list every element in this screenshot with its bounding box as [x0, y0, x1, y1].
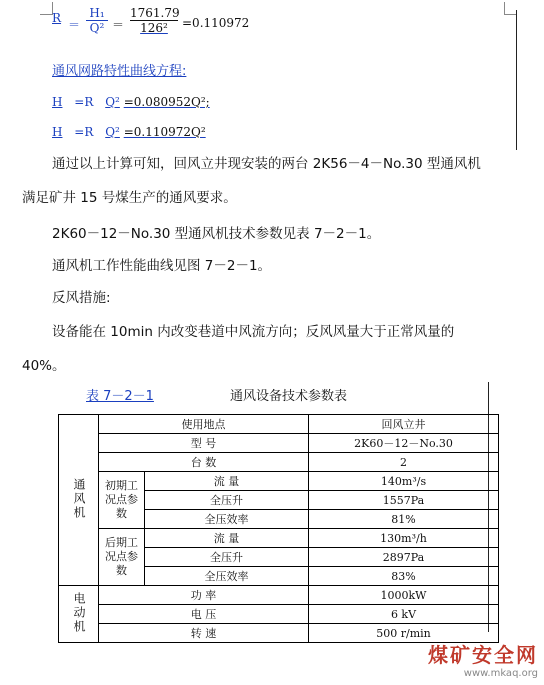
curve-eq1-h: H: [52, 95, 63, 109]
table-row: [59, 605, 499, 624]
row-label: 流 量: [145, 472, 309, 491]
group-initial-label: 初期工况点参数: [105, 479, 138, 520]
group-later-cell: [99, 529, 145, 586]
formula-r-num: H₁: [86, 6, 108, 21]
table-caption-title: 通风设备技术参数表: [230, 389, 348, 404]
formula-r-den2: 126²: [140, 21, 168, 35]
text-cursor-bar: [516, 10, 517, 150]
row-value: 1557Pa: [309, 491, 499, 510]
row-label: 功 率: [99, 586, 309, 605]
row-value: 2897Pa: [309, 548, 499, 567]
row-label: 全压效率: [145, 510, 309, 529]
group-fan-cell: [59, 415, 99, 586]
curve-eq2-q: Q²: [105, 125, 120, 139]
curve-eq2-h: H: [52, 125, 63, 139]
watermark-logo: [428, 639, 538, 679]
row-value: 130m³/h: [309, 529, 499, 548]
group-later-label: 后期工况点参数: [105, 536, 138, 577]
row-label: 电 压: [99, 605, 309, 624]
formula-r-fraction1: [86, 6, 108, 35]
para5-line1: 设备能在 10min 内改变巷道中风流方向；反风风量大于正常风量的: [52, 324, 455, 340]
watermark-url: www.mkaq.org: [463, 668, 538, 679]
row-value: 500 r/min: [309, 624, 499, 643]
formula-r-den: Q²: [89, 21, 105, 35]
table-row: [59, 453, 499, 472]
tech-params-table: [58, 414, 499, 643]
row-value: 83%: [309, 567, 499, 586]
formula-r-lhs: R: [52, 11, 62, 25]
para5-line2: 40%。: [22, 358, 66, 374]
formula-r-eq2: ＝: [112, 18, 125, 32]
row-value: 1000kW: [309, 586, 499, 605]
table-row: [59, 529, 499, 548]
row-label: 全压升: [145, 548, 309, 567]
watermark-title: 煤矿安全网: [428, 643, 538, 667]
group-motor-label: 电动机: [72, 591, 86, 634]
row-value: 2K60－12－No.30: [309, 434, 499, 453]
curve-eq1: [52, 95, 210, 109]
para1-line1: 通过以上计算可知，回风立井现安装的两台 2K56－4－No.30 型通风机: [52, 156, 481, 172]
row-label: 流 量: [145, 529, 309, 548]
formula-r: [52, 11, 61, 25]
formula-r-fraction2: [130, 6, 178, 35]
group-fan-label: 通风机: [72, 477, 86, 520]
table-row: [59, 415, 499, 434]
para2: 2K60－12－No.30 型通风机技术参数见表 7－2－1。: [52, 226, 381, 242]
table-row: [59, 586, 499, 605]
curve-eq2-val: =0.110972Q²: [123, 125, 206, 139]
para3: 通风机工作性能曲线见图 7－2－1。: [52, 258, 272, 274]
group-motor-cell: [59, 586, 99, 643]
formula-r-num2: 1761.79: [130, 6, 180, 20]
row-value: 6 kV: [309, 605, 499, 624]
row-value: 2: [309, 453, 499, 472]
curve-eq1-r: =R: [74, 95, 94, 109]
row-value: 81%: [309, 510, 499, 529]
para4: 反风措施:: [52, 290, 111, 306]
header-location: 使用地点: [99, 415, 309, 434]
row-label: 全压升: [145, 491, 309, 510]
para1-line2: 满足矿井 15 号煤生产的通风要求。: [22, 190, 237, 206]
curve-eq2-r: =R: [74, 125, 94, 139]
group-initial-cell: [99, 472, 145, 529]
row-label: 型 号: [99, 434, 309, 453]
row-label: 转 速: [99, 624, 309, 643]
header-value: 回风立井: [309, 415, 499, 434]
row-label: 全压效率: [145, 567, 309, 586]
curve-eq2: [52, 125, 206, 139]
table-caption-link[interactable]: 表 7－2－1: [86, 389, 154, 404]
row-label: 台 数: [99, 453, 309, 472]
formula-r-eq1: ＝: [68, 18, 81, 32]
table-row: [59, 434, 499, 453]
formula-r-result: [182, 16, 249, 30]
curve-title[interactable]: 通风网路特性曲线方程:: [52, 64, 187, 79]
curve-eq1-q: Q²: [105, 95, 120, 109]
curve-eq1-val: =0.080952Q²;: [123, 95, 210, 109]
row-value: 140m³/s: [309, 472, 499, 491]
table-row: [59, 472, 499, 491]
formula-r-result-text: =0.110972: [182, 16, 250, 30]
